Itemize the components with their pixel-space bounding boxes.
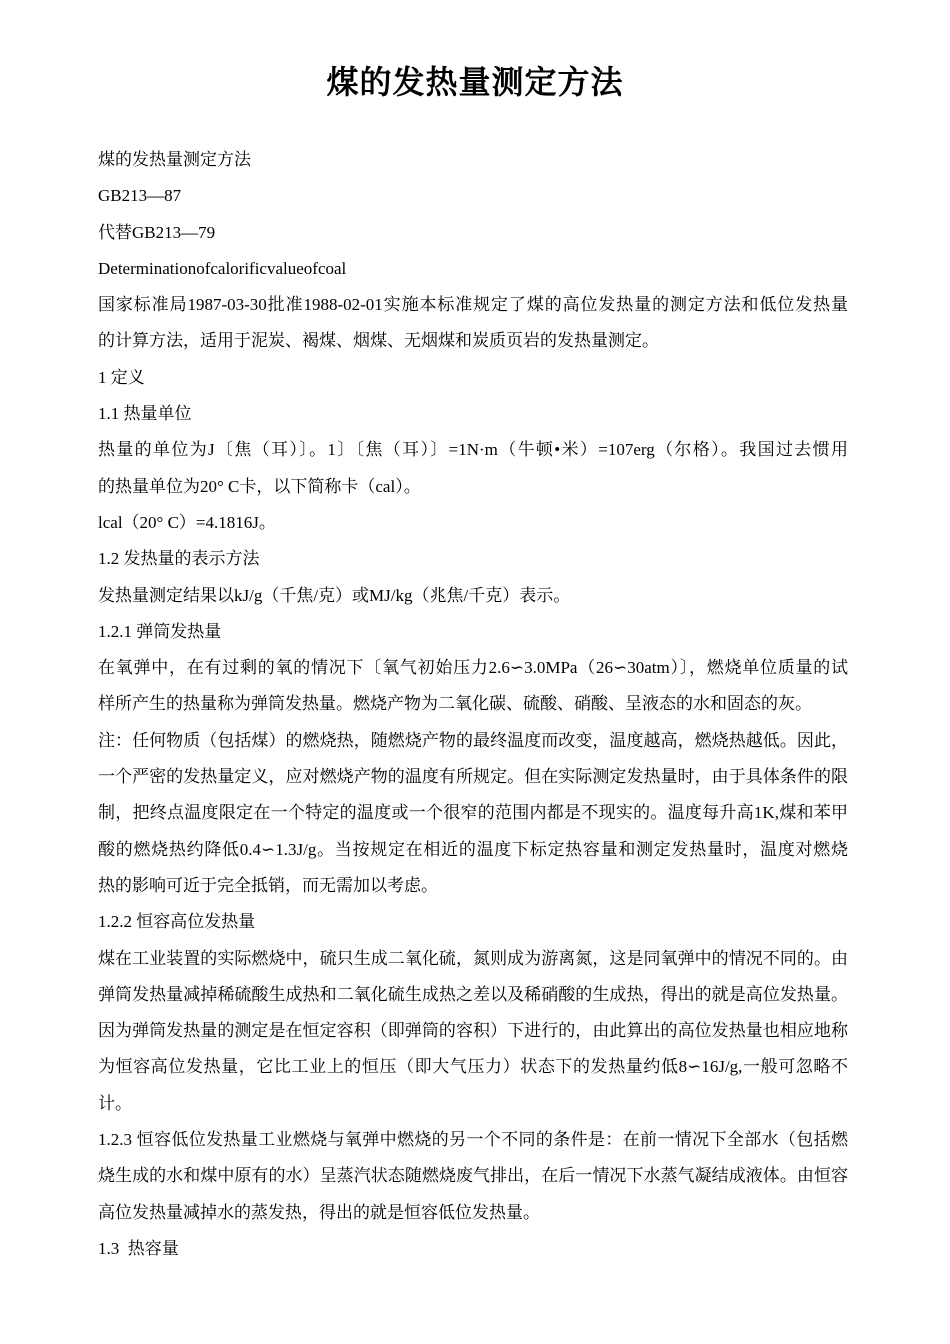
paragraph-line: 在氧弹中，在有过剩的氧的情况下〔氧气初始压力2.6∽3.0MPa（26∽30atm）〕，燃烧单位质量的试: [98, 658, 848, 678]
paragraph-line: 发热量测定结果以kJ/g（千焦/克）或MJ/kg（兆焦/千克）表示。: [98, 585, 571, 605]
replaced-standard-line: 代替GB213—79: [98, 222, 216, 242]
english-title: [98, 251, 848, 287]
paragraph-line: 样所产生的热量称为弹筒发热量。燃烧产物为二氧化碳、硫酸、硝酸、呈液态的水和固态的灰。: [98, 694, 812, 714]
document-name-line: 煤的发热量测定方法: [98, 150, 251, 169]
paragraph-line: 1.2.3 恒容低位发热量工业燃烧与氧弹中燃烧的另一个不同的条件是：在前一情况下全部水（包括燃: [98, 1130, 848, 1150]
paragraph-line: 煤在工业装置的实际燃烧中，硫只生成二氧化硫，氮则成为游离氮，这是同氧弹中的情况不同的。由: [98, 948, 848, 968]
heading-1-2-2-gross-calorific-value: [98, 904, 848, 940]
document-title: 煤的发热量测定方法: [326, 63, 624, 101]
heading-line: 1.1 热量单位: [98, 404, 192, 424]
heading-line: 1.2 发热量的表示方法: [98, 549, 260, 569]
heading-1-definition: [98, 360, 848, 396]
standard-number: [98, 178, 848, 214]
heading-1-2-expression: [98, 541, 848, 577]
paragraph-line: 弹筒发热量减掉稀硫酸生成热和二氧化硫生成热之差以及稀硝酸的生成热，得出的就是高位发热量。: [98, 984, 848, 1004]
note-line: 酸的燃烧热约降低0.4∽1.3J/g。当按规定在相近的温度下标定热容量和测定发热量时，温度对燃烧: [98, 839, 848, 859]
heading-line: 1.2.2 恒容高位发热量: [98, 912, 256, 932]
section-1-2-3-net-calorific-value: [98, 1122, 848, 1231]
calorie-conversion: [98, 505, 848, 541]
document-name: [98, 142, 848, 178]
formula-line: lcal（20° C）=4.1816J。: [98, 512, 276, 532]
heading-line: 1.3 热容量: [98, 1238, 179, 1258]
heading-line: 1.2.1 弹筒发热量: [98, 621, 222, 641]
paragraph-line: 计。: [98, 1093, 132, 1113]
heading-1-2-1-bomb-calorific-value: [98, 614, 848, 650]
expression-paragraph: [98, 578, 848, 614]
english-title-line: Determinationofcalorificvalueofcoal: [98, 258, 347, 278]
document-body: [98, 142, 848, 1267]
bomb-calorific-value-paragraph: [98, 650, 848, 723]
paragraph-line: 为恒容高位发热量，它比工业上的恒压（即大气压力）状态下的发热量约低8∽16J/g,一般可忽略不: [98, 1057, 848, 1077]
paragraph-line: 高位发热量减掉水的蒸发热，得出的就是恒容低位发热量。: [98, 1202, 540, 1222]
intro-line: 的计算方法，适用于泥炭、褐煤、烟煤、无烟煤和炭质页岩的发热量测定。: [98, 331, 659, 351]
intro-line: 国家标准局1987-03-30批准1988-02-01实施本标准规定了煤的高位发热量的测定方法和低位发热量: [98, 295, 848, 315]
heading-1-3-heat-capacity: [98, 1231, 848, 1267]
note-line: 注：任何物质（包括煤）的燃烧热，随燃烧产物的最终温度而改变，温度越高，燃烧热越低。因此，: [98, 730, 848, 750]
paragraph-line: 的热量单位为20° C卡，以下简称卡（cal）。: [98, 476, 421, 496]
heat-unit-paragraph: [98, 432, 848, 505]
note-line: 热的影响可近于完全抵销，而无需加以考虑。: [98, 875, 438, 895]
heading-line: 1 定义: [98, 367, 145, 387]
heading-1-1-heat-unit: [98, 396, 848, 432]
paragraph-line: 烧生成的水和煤中原有的水）呈蒸汽状态随燃烧废气排出，在后一情况下水蒸气凝结成液体。由恒容: [98, 1166, 848, 1186]
paragraph-line: 因为弹筒发热量的测定是在恒定容积（即弹筒的容积）下进行的，由此算出的高位发热量也相应地称: [98, 1021, 848, 1041]
replaced-standard: [98, 215, 848, 251]
note-paragraph: [98, 723, 848, 904]
note-line: 制，把终点温度限定在一个特定的温度或一个很窄的范围内都是不现实的。温度每升高1K,煤和苯甲: [98, 803, 848, 823]
note-line: 一个严密的发热量定义，应对燃烧产物的温度有所规定。但在实际测定发热量时，由于具体条件的限: [98, 767, 848, 787]
paragraph-line: 热量的单位为J〔焦（耳）〕。1〕〔焦（耳）〕=1N·m（牛顿•米）=107erg（尔格）。我国过去惯用: [98, 440, 848, 460]
standard-number-line: GB213—87: [98, 186, 182, 206]
intro-paragraph: [98, 287, 848, 360]
gross-calorific-value-paragraph: [98, 941, 848, 1122]
